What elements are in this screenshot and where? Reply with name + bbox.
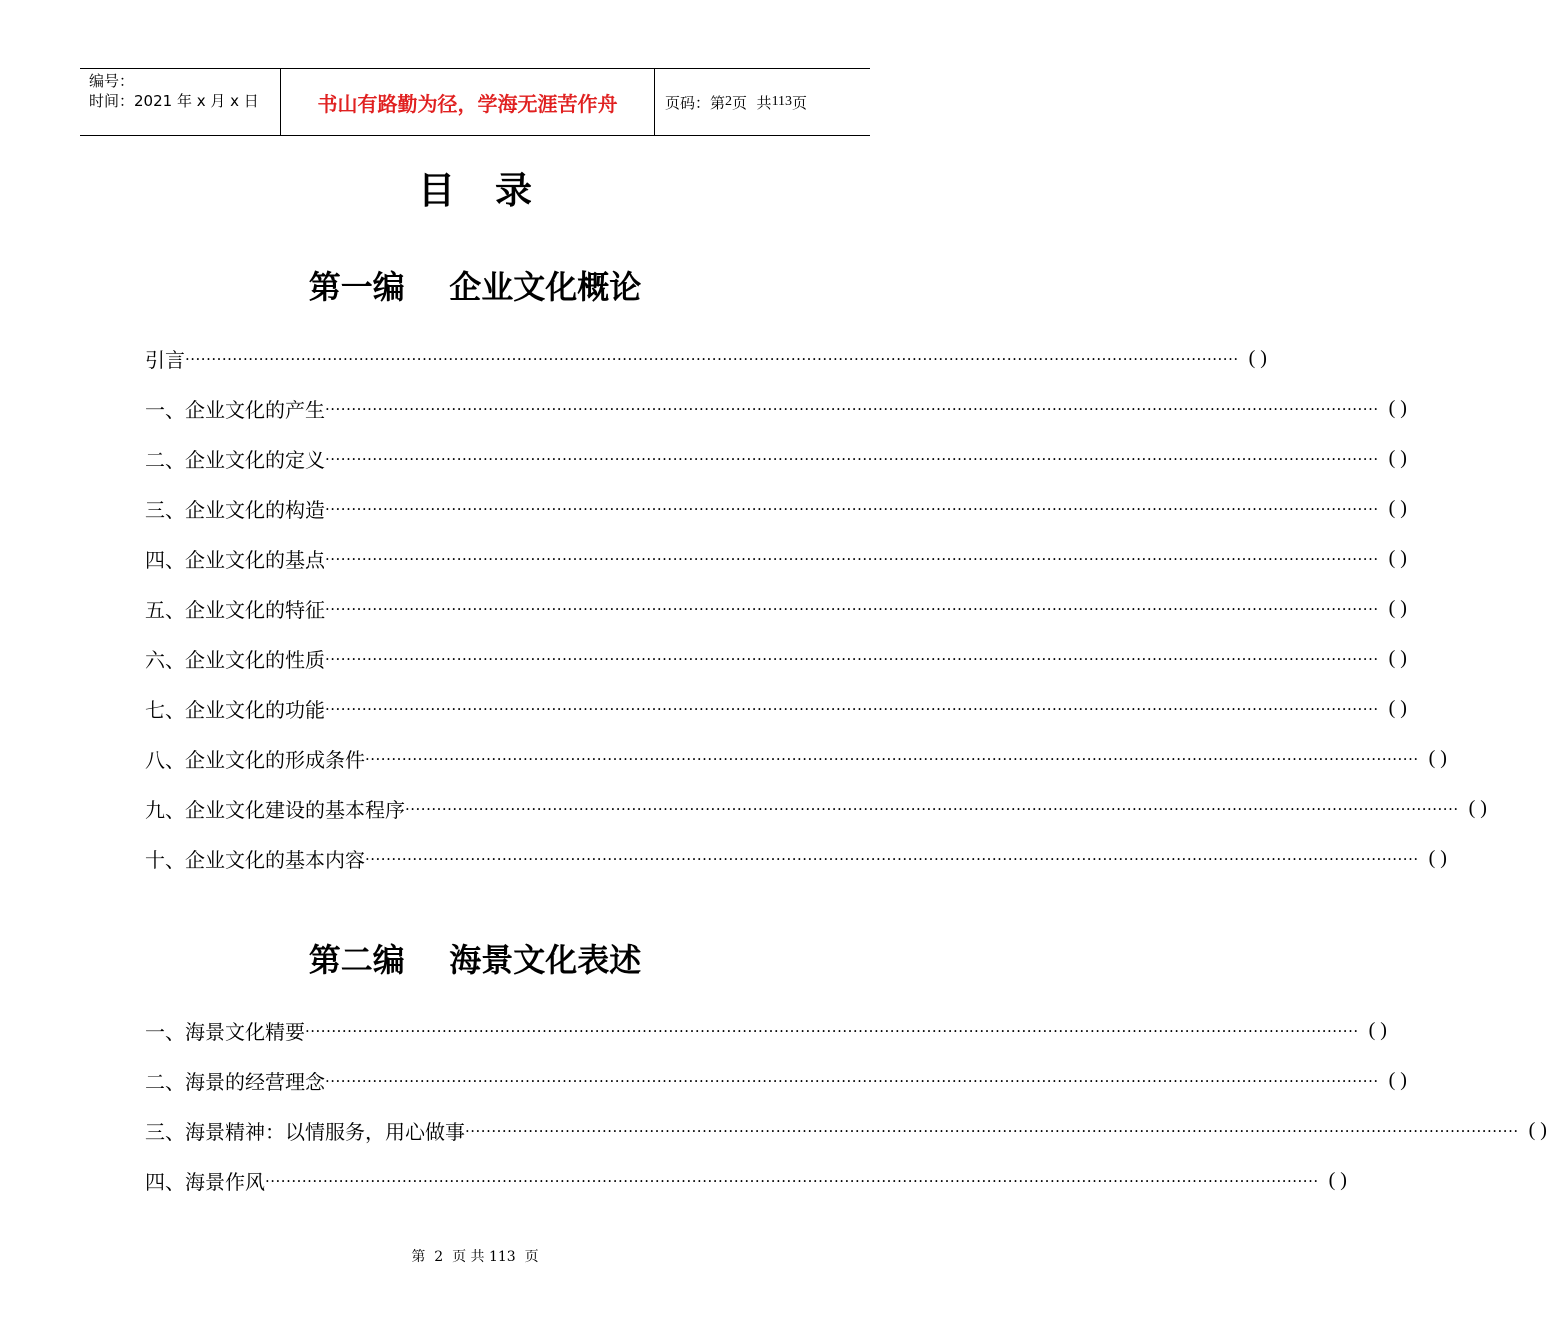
page-label-suffix: 页 — [792, 93, 808, 112]
toc-entry-title: 六、企业文化的性质 — [145, 647, 325, 672]
toc-entry — [145, 583, 1407, 633]
toc-leader-dots: ········································································································································································································ — [405, 800, 1459, 818]
toc-entry-page: ( ) — [1468, 796, 1487, 819]
toc-entry — [145, 433, 1407, 483]
toc-leader-dots: ········································································································································································································ — [465, 1122, 1519, 1140]
toc-entry-page: ( ) — [1388, 496, 1407, 519]
toc-entry — [145, 1155, 1347, 1205]
toc-leader-dots: ········································································································································································································ — [325, 550, 1379, 568]
code-label: 编号： — [89, 72, 135, 90]
header-page-cell — [655, 69, 870, 135]
page-total: 113 — [771, 94, 793, 109]
toc-entry-title: 三、海景精神：以情服务，用心做事 — [145, 1119, 465, 1144]
toc-leader-dots: ········································································································································································································ — [305, 1022, 1359, 1040]
toc-entry-title: 四、企业文化的基点 — [145, 547, 325, 572]
toc-entry-page: ( ) — [1388, 646, 1407, 669]
toc-leader-dots: ········································································································································································································ — [365, 750, 1419, 768]
part-1-title: 第一编 企业文化概论 — [308, 268, 642, 306]
toc-entry-page: ( ) — [1388, 596, 1407, 619]
toc-leader-dots: ········································································································································································································ — [265, 1172, 1319, 1190]
toc-leader-dots: ········································································································································································································ — [185, 350, 1239, 368]
toc-leader-dots: ········································································································································································································ — [325, 400, 1379, 418]
toc-entry-page: ( ) — [1248, 346, 1267, 369]
toc-entry-page: ( ) — [1388, 446, 1407, 469]
toc-entry-page: ( ) — [1388, 546, 1407, 569]
page-current: 2 — [725, 94, 733, 109]
motto-text: 书山有路勤为径，学海无涯苦作舟 — [317, 91, 618, 116]
part-2-title: 第二编 海景文化表述 — [308, 941, 642, 979]
page-label-prefix: 页码：第 — [665, 93, 726, 112]
toc-entry-page: ( ) — [1428, 846, 1447, 869]
toc-entry-page: ( ) — [1368, 1018, 1387, 1041]
toc-entry-title: 七、企业文化的功能 — [145, 697, 325, 722]
toc-entry-title: 引言 — [145, 347, 185, 372]
toc-entry — [145, 633, 1407, 683]
part-1-toc — [145, 333, 1487, 883]
toc-entry-page: ( ) — [1328, 1168, 1347, 1191]
toc-entry — [145, 833, 1447, 883]
toc-leader-dots: ········································································································································································································ — [365, 850, 1419, 868]
toc-entry-page: ( ) — [1428, 746, 1447, 769]
toc-entry — [145, 783, 1487, 833]
toc-entry-title: 三、企业文化的构造 — [145, 497, 325, 522]
toc-entry — [145, 383, 1407, 433]
toc-leader-dots: ········································································································································································································ — [325, 450, 1379, 468]
toc-entry-title: 五、企业文化的特征 — [145, 597, 325, 622]
toc-entry-title: 一、企业文化的产生 — [145, 397, 325, 422]
toc-entry — [145, 483, 1407, 533]
toc-leader-dots: ········································································································································································································ — [325, 1072, 1379, 1090]
toc-entry — [145, 1005, 1387, 1055]
toc-entry — [145, 333, 1267, 383]
toc-entry — [145, 533, 1407, 583]
toc-entry-title: 二、海景的经营理念 — [145, 1069, 325, 1094]
page-footer: 第 2 页 共 113 页 — [411, 1249, 539, 1265]
toc-entry-title: 四、海景作风 — [145, 1169, 265, 1194]
toc-entry — [145, 733, 1447, 783]
toc-entry — [145, 683, 1407, 733]
toc-entry-page: ( ) — [1388, 396, 1407, 419]
toc-leader-dots: ········································································································································································································ — [325, 500, 1379, 518]
toc-leader-dots: ········································································································································································································ — [325, 650, 1379, 668]
header-motto-cell — [281, 69, 655, 135]
toc-entry-title: 二、企业文化的定义 — [145, 447, 325, 472]
toc-entry — [145, 1105, 1547, 1155]
toc-entry-page: ( ) — [1528, 1118, 1547, 1141]
toc-leader-dots: ········································································································································································································ — [325, 700, 1379, 718]
page-header — [80, 68, 870, 136]
toc-title: 目录 — [418, 169, 572, 212]
header-meta-cell — [80, 69, 281, 135]
toc-entry — [145, 1055, 1407, 1105]
toc-entry-title: 九、企业文化建设的基本程序 — [145, 797, 405, 822]
time-label: 时间：2021 年 x 月 x 日 — [89, 92, 259, 110]
toc-leader-dots: ········································································································································································································ — [325, 600, 1379, 618]
toc-entry-page: ( ) — [1388, 1068, 1407, 1091]
page-label-mid: 页 共 — [732, 93, 772, 112]
toc-entry-title: 一、海景文化精要 — [145, 1019, 305, 1044]
part-2-toc — [145, 1005, 1547, 1205]
toc-entry-title: 十、企业文化的基本内容 — [145, 847, 365, 872]
toc-entry-title: 八、企业文化的形成条件 — [145, 747, 365, 772]
toc-entry-page: ( ) — [1388, 696, 1407, 719]
